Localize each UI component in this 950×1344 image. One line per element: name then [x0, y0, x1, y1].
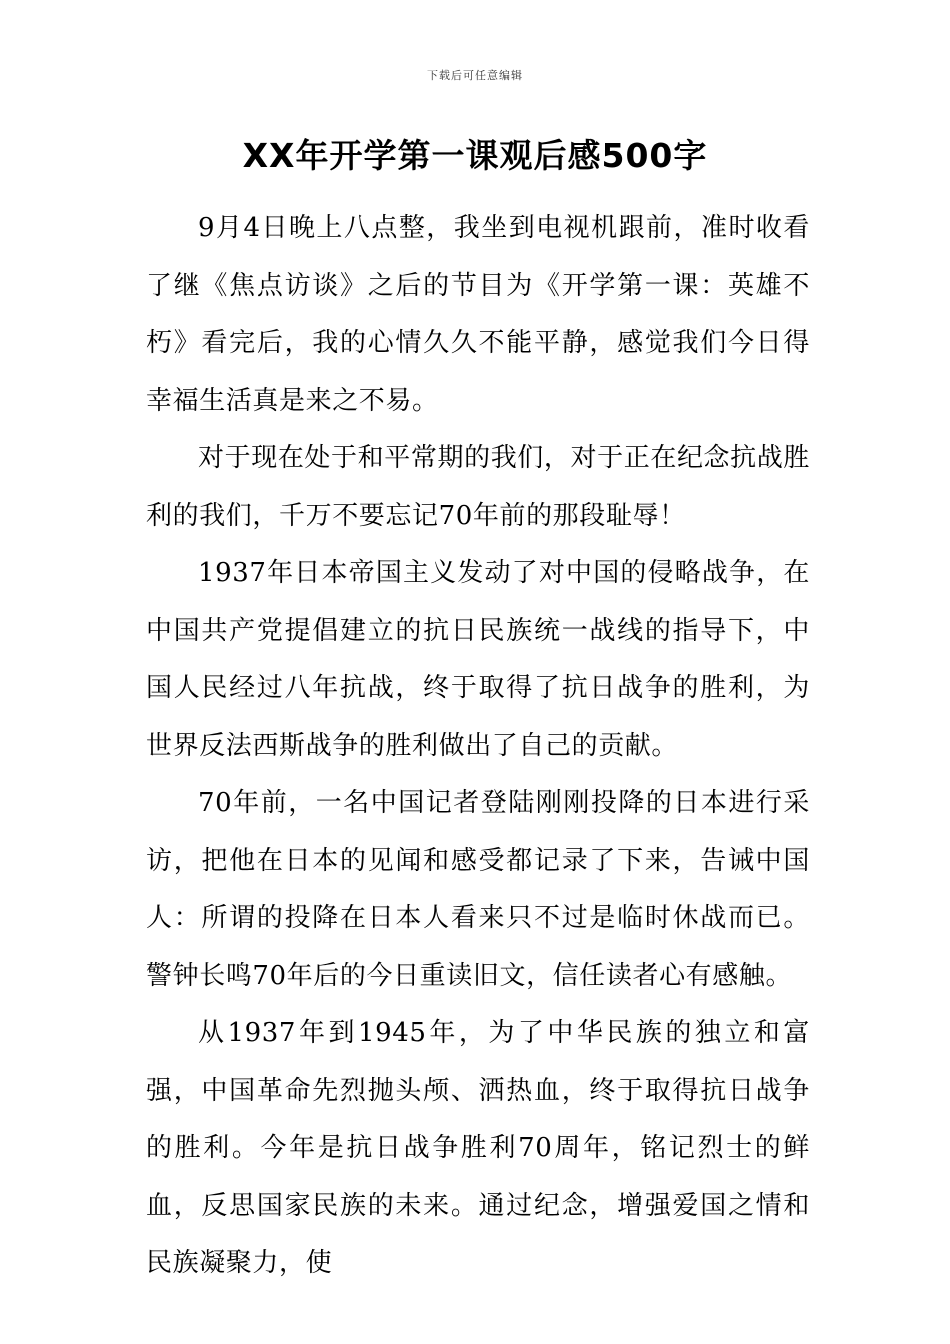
header-note: 下载后可任意编辑: [427, 69, 523, 82]
paragraph-1: 9月4日晚上八点整，我坐到电视机跟前，准时收看了继《焦点访谈》之后的节目为《开学第一课：英雄不朽》看完后，我的心情久久不能平静，感觉我们今日得幸福生活真是来之不易。: [146, 213, 810, 416]
paragraph-3: 1937年日本帝国主义发动了对中国的侵略战争，在中国共产党提倡建立的抗日民族统一战线的指导下，中国人民经过八年抗战，终于取得了抗日战争的胜利，为世界反法西斯战争的胜利做出了自己的贡献。: [146, 558, 810, 761]
paragraph-5: 从1937年到1945年，为了中华民族的独立和富强，中国革命先烈抛头颅、洒热血，终于取得抗日战争的胜利。今年是抗日战争胜利70周年，铭记烈士的鲜血，反思国家民族的未来。通过纪念，增强爱国之情和民族凝聚力，使: [146, 1018, 810, 1278]
document-body: [146, 200, 810, 1293]
document-title: XX年开学第一课观后感500字: [242, 136, 708, 175]
paragraph-2: 对于现在处于和平常期的我们，对于正在纪念抗战胜利的我们，千万不要忘记70年前的那段耻辱！: [146, 443, 810, 531]
paragraph-4: 70年前，一名中国记者登陆刚刚投降的日本进行采访，把他在日本的见闻和感受都记录了下来，告诫中国人：所谓的投降在日本人看来只不过是临时休战而已。警钟长鸣70年后的今日重读旧文，信任读者心有感触。: [146, 788, 810, 991]
